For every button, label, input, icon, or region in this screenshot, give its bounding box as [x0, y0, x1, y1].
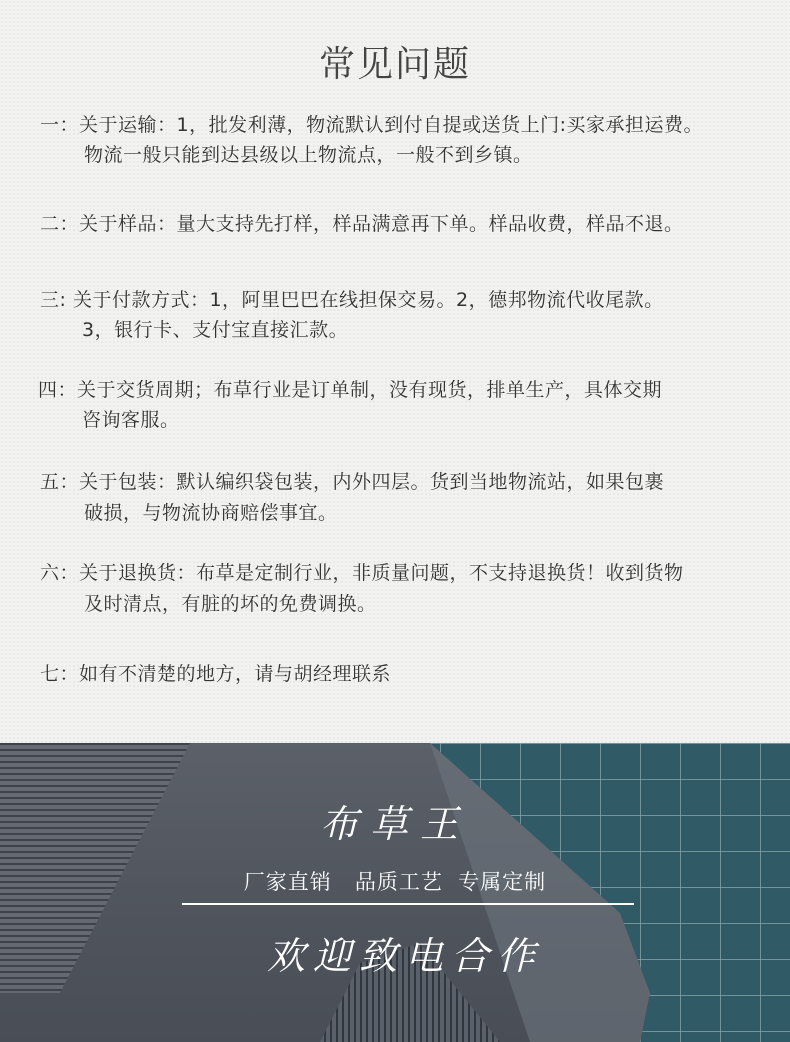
- page-title: 常见问题: [318, 44, 471, 85]
- faq-4-line-2: 咨询客服。: [82, 409, 180, 431]
- faq-6-line-1: 六：关于退换货：布草是定制行业，非质量问题，不支持退换货！收到货物: [40, 562, 684, 584]
- welcome-text: 欢迎致电合作: [266, 934, 543, 978]
- divider: [182, 903, 634, 905]
- faq-5-line-1: 五：关于包装：默认编织袋包装，内外四层。货到当地物流站，如果包裹: [40, 471, 665, 493]
- slogan: 厂家直销 品质工艺 专属定制: [243, 870, 547, 894]
- faq-2-line-1: 二：关于样品：量大支持先打样，样品满意再下单。样品收费，样品不退。: [40, 213, 684, 235]
- faq-6-line-2: 及时清点，有脏的坏的免费调换。: [84, 593, 377, 615]
- brand-name: 布草王: [319, 802, 470, 846]
- faq-3-line-2: 3，银行卡、支付宝直接汇款。: [82, 319, 349, 341]
- faq-3-line-1: 三: 关于付款方式：1，阿里巴巴在线担保交易。2，德邦物流代收尾款。: [40, 289, 664, 311]
- faq-5-line-2: 破损，与物流协商赔偿事宜。: [84, 502, 338, 524]
- faq-7-line-1: 七：如有不清楚的地方，请与胡经理联系: [40, 663, 392, 685]
- faq-1-line-2: 物流一般只能到达县级以上物流点，一般不到乡镇。: [84, 144, 533, 166]
- faq-4-line-1: 四：关于交货周期；布草行业是订单制，没有现货，排单生产，具体交期: [38, 379, 663, 401]
- faq-1-line-1: 一：关于运输：1，批发利薄，物流默认到付自提或送货上门:买家承担运费。: [40, 114, 703, 136]
